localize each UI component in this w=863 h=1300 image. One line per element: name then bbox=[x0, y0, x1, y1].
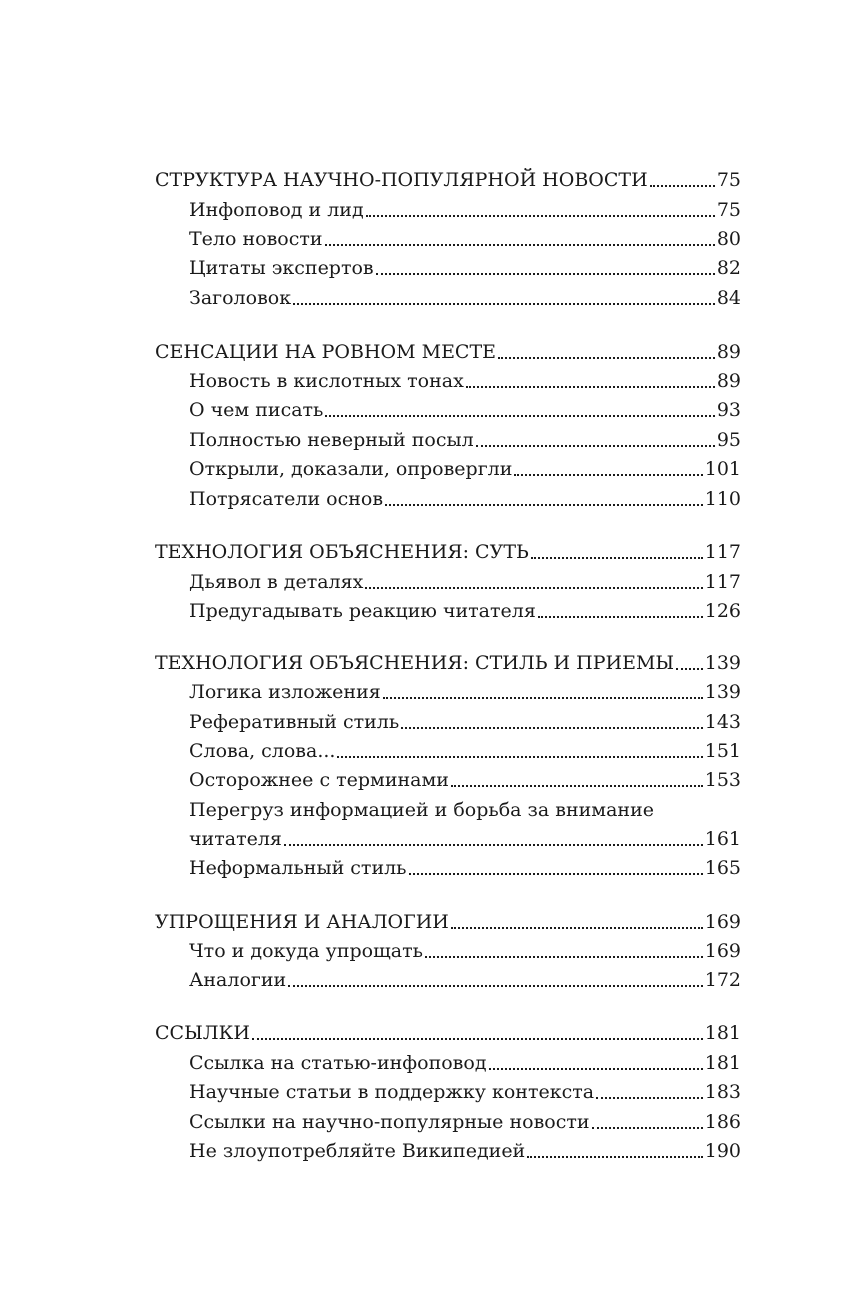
toc-chapter-entry bbox=[155, 906, 741, 934]
toc-entry-page-number: 151 bbox=[704, 740, 741, 762]
dot-leader bbox=[337, 756, 702, 758]
toc-entry-page-number: 181 bbox=[704, 1022, 741, 1044]
toc-section-entry bbox=[189, 794, 741, 822]
toc-entry-title: Неформальный стиль bbox=[189, 857, 407, 879]
toc-entry-title: Открыли, доказали, опровергли bbox=[189, 458, 513, 480]
toc-section-entry bbox=[189, 365, 741, 393]
dot-leader bbox=[451, 785, 703, 787]
dot-leader bbox=[365, 587, 702, 589]
toc-chapter-entry bbox=[155, 647, 741, 675]
toc-entry-page-number: 165 bbox=[704, 857, 741, 879]
toc-entry-page-number: 139 bbox=[704, 681, 741, 703]
dot-leader bbox=[288, 985, 703, 987]
toc-section-entry bbox=[189, 852, 741, 880]
toc-section-entry bbox=[189, 394, 741, 422]
dot-leader bbox=[489, 1068, 703, 1070]
toc-section-entry bbox=[189, 223, 741, 251]
toc-chapter-entry bbox=[155, 336, 741, 364]
toc-section-entry bbox=[189, 1076, 741, 1104]
toc-entry-title: Тело новости bbox=[189, 228, 323, 250]
toc-entry-title: ТЕХНОЛОГИЯ ОБЪЯСНЕНИЯ: СУТЬ bbox=[155, 541, 529, 563]
toc-entry-page-number: 190 bbox=[704, 1140, 741, 1162]
toc-entry-page-number: 80 bbox=[716, 228, 741, 250]
toc-entry-title: Дьявол в деталях bbox=[189, 571, 364, 593]
dot-leader bbox=[650, 185, 715, 187]
toc-entry-page-number: 161 bbox=[704, 828, 741, 850]
toc-entry-title: УПРОЩЕНИЯ И АНАЛОГИИ bbox=[155, 911, 449, 933]
toc-section-entry bbox=[189, 595, 741, 623]
toc-entry-title: Научные статьи в поддержку контекста bbox=[189, 1081, 595, 1103]
toc-section-entry bbox=[189, 453, 741, 481]
toc-entry-title: Реферативный стиль bbox=[189, 711, 400, 733]
dot-leader bbox=[596, 1097, 703, 1099]
toc-entry-page-number: 126 bbox=[704, 600, 741, 622]
dot-leader bbox=[514, 474, 702, 476]
toc-section-entry bbox=[189, 676, 741, 704]
toc-section-entry bbox=[189, 764, 741, 792]
toc-section-entry bbox=[189, 566, 741, 594]
toc-entry-page-number: 110 bbox=[704, 488, 741, 510]
toc-section-entry bbox=[189, 1106, 741, 1134]
toc-entry-page-number: 75 bbox=[716, 169, 741, 191]
dot-leader bbox=[466, 386, 715, 388]
toc-entry-title: Ссылка на статью-инфоповод bbox=[189, 1052, 487, 1074]
toc-section-entry bbox=[189, 735, 741, 763]
dot-leader bbox=[676, 668, 703, 670]
toc-entry-title: Осторожнее с терминами bbox=[189, 769, 449, 791]
dot-leader bbox=[425, 956, 703, 958]
toc-entry-title: СТРУКТУРА НАУЧНО-ПОПУЛЯРНОЙ НОВОСТИ bbox=[155, 169, 648, 191]
dot-leader bbox=[409, 873, 703, 875]
toc-entry-page-number: 183 bbox=[704, 1081, 741, 1103]
toc-entry-page-number: 82 bbox=[716, 257, 741, 279]
dot-leader bbox=[376, 273, 715, 275]
toc-entry-title: Новость в кислотных тонах bbox=[189, 370, 464, 392]
dot-leader bbox=[592, 1127, 703, 1129]
toc-entry-page-number: 143 bbox=[704, 711, 741, 733]
toc-entry-title: Заголовок bbox=[189, 287, 292, 309]
dot-leader bbox=[325, 415, 714, 417]
toc-entry-page-number: 101 bbox=[704, 458, 741, 480]
toc-entry-title: Не злоупотребляйте Википедией bbox=[189, 1140, 526, 1162]
toc-section-entry bbox=[189, 1047, 741, 1075]
toc-entry-page-number: 93 bbox=[716, 399, 741, 421]
toc-section-entry bbox=[189, 935, 741, 963]
toc-entry-page-number: 169 bbox=[704, 911, 741, 933]
dot-leader bbox=[293, 303, 715, 305]
toc-entry-page-number: 89 bbox=[716, 341, 741, 363]
toc-section-entry bbox=[189, 252, 741, 280]
toc-entry-title: Предугадывать реакцию читателя bbox=[189, 600, 536, 622]
toc-section-entry bbox=[189, 823, 741, 851]
toc-entry-title: ССЫЛКИ bbox=[155, 1022, 250, 1044]
toc-entry-page-number: 172 bbox=[704, 969, 741, 991]
toc-entry-page-number: 89 bbox=[716, 370, 741, 392]
toc-section-entry bbox=[189, 1135, 741, 1163]
dot-leader bbox=[252, 1038, 703, 1040]
dot-leader bbox=[383, 697, 703, 699]
toc-section-entry bbox=[189, 964, 741, 992]
toc-section-entry bbox=[189, 282, 741, 310]
toc-chapter-entry bbox=[155, 164, 741, 192]
toc-section-entry bbox=[189, 706, 741, 734]
dot-leader bbox=[385, 504, 703, 506]
toc-entry-title: О чем писать bbox=[189, 399, 324, 421]
toc-section-entry bbox=[189, 483, 741, 511]
dot-leader bbox=[451, 927, 703, 929]
toc-entry-title: СЕНСАЦИИ НА РОВНОМ МЕСТЕ bbox=[155, 341, 497, 363]
toc-entry-page-number: 186 bbox=[704, 1111, 741, 1133]
toc-entry-page-number: 117 bbox=[704, 571, 741, 593]
toc-entry-title: Цитаты экспертов bbox=[189, 257, 374, 279]
toc-chapter-entry bbox=[155, 536, 741, 564]
toc-entry-title: Полностью неверный посыл bbox=[189, 429, 474, 451]
toc-entry-page-number: 169 bbox=[704, 940, 741, 962]
toc-section-entry bbox=[189, 424, 741, 452]
dot-leader bbox=[498, 357, 715, 359]
toc-entry-page-number: 84 bbox=[716, 287, 741, 309]
toc-entry-page-number: 153 bbox=[704, 769, 741, 791]
toc-entry-page-number: 117 bbox=[704, 541, 741, 563]
dot-leader bbox=[366, 215, 715, 217]
toc-chapter-entry bbox=[155, 1017, 741, 1045]
toc-entry-title: Ссылки на научно-популярные новости bbox=[189, 1111, 590, 1133]
dot-leader bbox=[476, 445, 715, 447]
toc-entry-title: Аналогии bbox=[189, 969, 287, 991]
dot-leader bbox=[325, 244, 715, 246]
toc-entry-title: Слова, слова... bbox=[189, 740, 336, 762]
toc-entry-title: Перегруз информацией и борьба за внимание bbox=[189, 799, 654, 821]
toc-entry-title: читателя bbox=[189, 828, 282, 850]
dot-leader bbox=[527, 1156, 703, 1158]
toc-section-entry bbox=[189, 194, 741, 222]
dot-leader bbox=[531, 557, 703, 559]
toc-entry-title: ТЕХНОЛОГИЯ ОБЪЯСНЕНИЯ: СТИЛЬ И ПРИЕМЫ bbox=[155, 652, 675, 674]
toc-entry-page-number: 95 bbox=[716, 429, 741, 451]
toc-entry-page-number: 75 bbox=[716, 199, 741, 221]
dot-leader bbox=[538, 616, 703, 618]
toc-entry-title: Потрясатели основ bbox=[189, 488, 384, 510]
toc-entry-title: Инфоповод и лид bbox=[189, 199, 364, 221]
toc-entry-page-number: 139 bbox=[704, 652, 741, 674]
dot-leader bbox=[401, 727, 703, 729]
toc-entry-title: Логика изложения bbox=[189, 681, 381, 703]
toc-entry-title: Что и докуда упрощать bbox=[189, 940, 423, 962]
toc-entry-page-number: 181 bbox=[704, 1052, 741, 1074]
dot-leader bbox=[284, 844, 703, 846]
